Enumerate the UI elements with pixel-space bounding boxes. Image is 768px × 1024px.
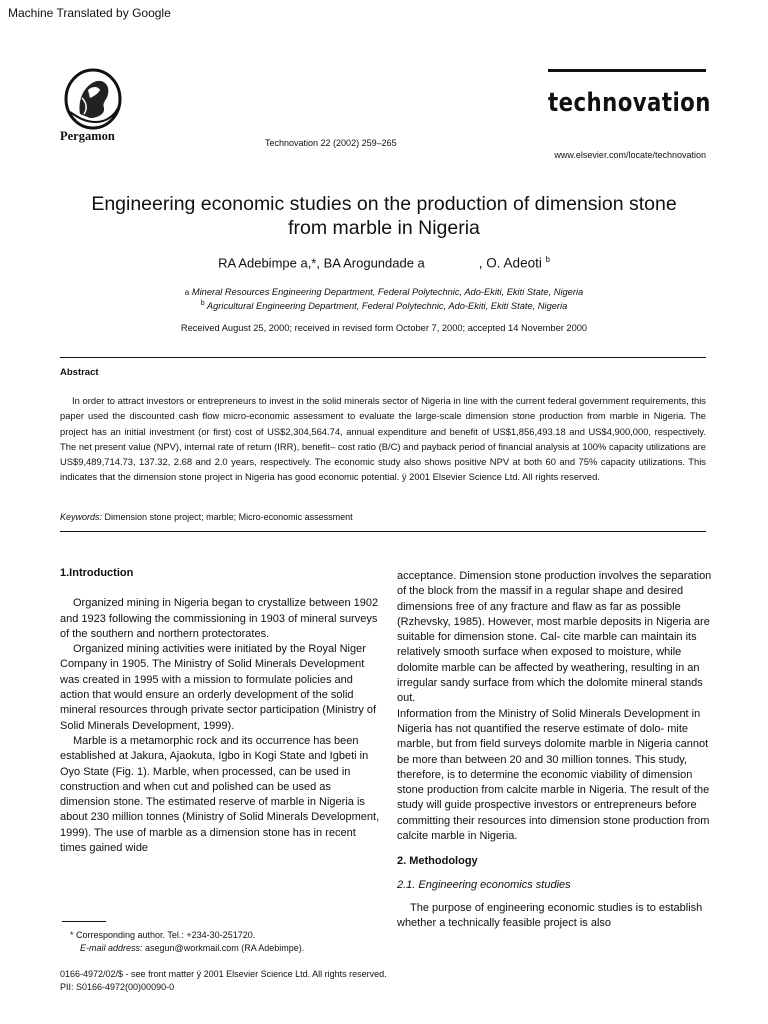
publisher-name: Pergamon	[60, 129, 115, 143]
right-paragraph-1: acceptance. Dimension stone production involves the separation of the block from the massif in a regular shape and desired dimensions free of any fracture and flaw as far as possible (Rzhevsky, 1985). However, most marble deposits in Nigeria are suitable for dimension stone. Cal- cite marble can maintain its relatively smooth surface when exposed to moisture, while dolomite marble can be affected by weathering, resulting in an irregular sandy surface from which the dolomite mineral stands out.	[397, 570, 712, 705]
authors-a: RA Adebimpe a,*, BA Arogundade a	[218, 255, 425, 271]
affiliation-b: $^b$ Agricultural Engineering Department, Federal Polytechnic, Ado-Ekiti, Ekiti State, Nigeria	[200, 300, 568, 312]
methodology-paragraph-1: The purpose of engineering economic studies is to establish whether a technically feasible project is also	[397, 901, 703, 930]
abstract-text: In order to attract investors or entrepreneurs to invest in the solid minerals sector of Nigeria in line with the current federal government requirements, this paper used the discounted cash flow micro-economic assessment to evaluate the large-scale dimension stone production from marble in Nigeria. The project has an initial investment (or first) cost of US$2,304,564.74, annual expenditure and benefit of US$1,856,493.18 and US$4,900,000, respectively. The net present value (NPV), internal rate of return (IRR), benefit– cost ratio (B/C) and payback period of financial analysis at 100% capacity utilizations are US$9,489,714.73, 137.32, 2.68 and 2.0 years, respectively. The economic study also shows positive NPV at both 60 and 75% capacity utilizations. This indicates that the dimension stone project in Nigeria has good economic potential. ÿ 2001 Elsevier Science Ltd. All rights reserved.	[60, 395, 706, 483]
pii-line: PII: S0166-4972(00)00090-0	[60, 982, 175, 992]
footnote-corresponding: * Corresponding author. Tel.: +234-30-251720.	[70, 930, 256, 940]
subsection-heading-2-1: 2.1. Engineering economics studies	[397, 878, 571, 891]
journal-header-rule	[548, 69, 706, 72]
divider-top	[60, 357, 706, 358]
front-matter-line: 0166-4972/02/$ - see front matter ÿ 2001 Elsevier Science Ltd. All rights reserved.	[60, 969, 387, 979]
publisher-logo-icon	[58, 68, 128, 130]
abstract-heading: Abstract	[60, 367, 99, 378]
title-line-2: from marble in Nigeria	[288, 217, 480, 239]
keywords: Keywords: Dimension stone project; marble; Micro-economic assessment	[60, 512, 353, 522]
intro-paragraph-3: Marble is a metamorphic rock and its occurrence has been established at Jakura, Ajaokuta, Igbo in Kogi State and Igbeti in Oyo State (Fig. 1). Marble, when processed, can be used in construction and when cut and polished can be used as dimension stone. The estimated reserve of marble in Nigeria is about 230 million tonnes (Ministry of Solid Minerals Development, 1999). The use of marble as a dimension stone has in recent times gained wide	[60, 734, 380, 855]
affiliation-a: a Mineral Resources Engineering Department, Federal Polytechnic, Ado-Ekiti, Ekiti State, Nigeria	[184, 287, 584, 297]
footnote	[70, 929, 304, 955]
title-line-1: Engineering economic studies on the production of dimension stone	[91, 193, 677, 215]
affiliations	[0, 287, 768, 312]
intro-paragraph-1: Organized mining in Nigeria began to crystallize between 1902 and 1923 following the commissioning in 1903 of mineral surveys of the southern and northern protectorates.	[60, 597, 379, 640]
intro-paragraph-2: Organized mining activities were initiated by the Royal Niger Company in 1905. The Ministry of Solid Minerals Development was created in 1995 with a mission to formulate policies and action that would ensure an orderly development of the solid mineral resources through private sector participation (Ministry of Solid Minerals Development, 1999).	[60, 643, 377, 732]
footnote-email: E-mail address: asegun@workmail.com (RA Adebimpe).	[80, 943, 305, 953]
right-column	[397, 569, 717, 932]
journal-url[interactable]: www.elsevier.com/locate/technovation	[554, 150, 706, 160]
section-heading-methodology: 2. Methodology	[397, 855, 478, 868]
divider-bottom	[60, 531, 706, 532]
journal-citation: Technovation 22 (2002) 259–265	[265, 138, 397, 148]
received-dates: Received August 25, 2000; received in revised form October 7, 2000; accepted 14 November 2000	[180, 323, 588, 333]
translation-banner: Machine Translated by Google	[8, 6, 171, 20]
journal-title: technovation	[548, 88, 711, 118]
authors-b: , O. Adeoti	[478, 255, 542, 271]
right-paragraph-2: Information from the Ministry of Solid Minerals Development in Nigeria has not quantified the reserve estimate of dolo- mite marble, but from field surveys dolomite marble in Nigeria cannot be more than between 20 and 30 million tonnes. This study, therefore, is to determine the economic viability of dimension stone production from calcite marble in Nigeria. The result of the study will guide prospective investors or entrepreneurs before committing their resources into dimension stone production from calcite marble in Nigeria.	[397, 707, 710, 843]
section-heading-introduction: 1.Introduction	[60, 567, 134, 579]
left-column	[60, 566, 380, 856]
author-list	[0, 255, 768, 270]
article-title	[40, 192, 728, 240]
copyright-footer	[60, 968, 387, 994]
footnote-rule	[62, 921, 106, 922]
authors-b-mark: b	[545, 255, 550, 264]
